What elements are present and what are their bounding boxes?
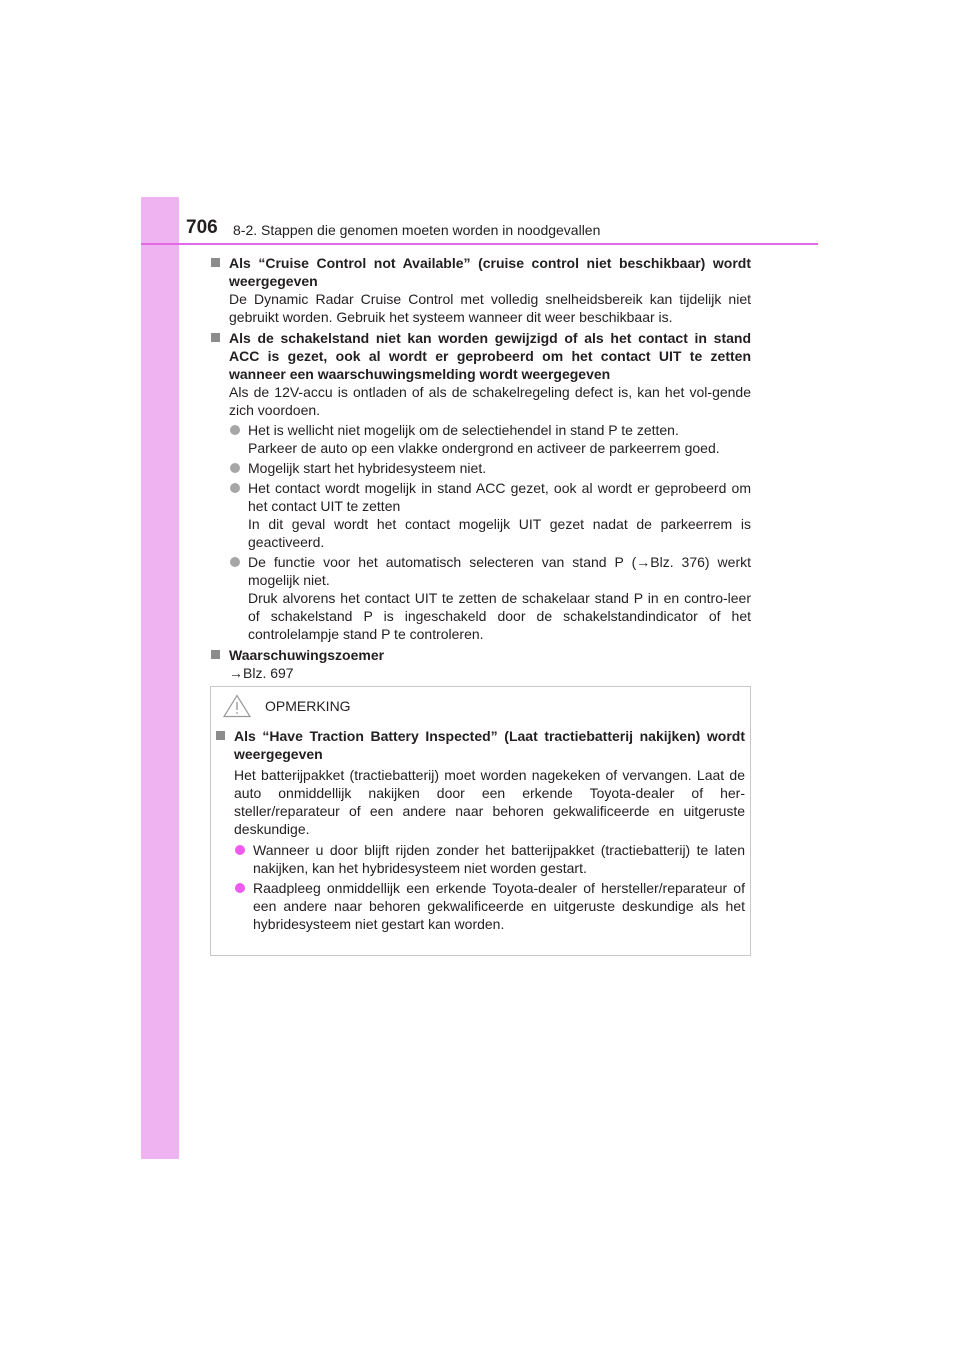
section-shift-position bbox=[210, 329, 751, 643]
header-divider bbox=[141, 243, 818, 245]
section-cruise-control bbox=[210, 254, 751, 326]
round-bullet-icon bbox=[230, 557, 240, 567]
round-bullet-icon bbox=[230, 425, 240, 435]
list-item-text: Mogelijk start het hybridesysteem niet. bbox=[248, 460, 487, 476]
page-reference: →Blz. 697 bbox=[229, 665, 294, 681]
page-number: 706 bbox=[186, 217, 218, 238]
section-text: Als de 12V-accu is ontladen of als de schakelregeling defect is, kan het vol-gende zich voordoen. bbox=[229, 384, 751, 418]
notice-heading: Als “Have Traction Battery Inspected” (Laat tractiebatterij nakijken) wordt weergegeven bbox=[234, 728, 745, 762]
notice-title: OPMERKING bbox=[265, 698, 351, 714]
bullet-list bbox=[229, 421, 751, 643]
list-item-text: Het is wellicht niet mogelijk om de selectiehendel in stand P te zetten. Parkeer de auto op een vlakke ondergrond en activeer de parkeerrem goed. bbox=[248, 422, 720, 456]
list-item bbox=[229, 421, 751, 457]
list-item bbox=[229, 479, 751, 551]
round-bullet-icon bbox=[235, 845, 245, 855]
section-heading: Als de schakelstand niet kan worden gewijzigd of als het contact in stand ACC is gezet, ook al wordt er geprobeerd om het contact UIT te zetten wanneer een waarschuwingsmelding wordt weergegeven bbox=[229, 330, 751, 382]
list-item bbox=[229, 459, 751, 477]
notice-body bbox=[215, 727, 745, 936]
chapter-sidebar-tab bbox=[141, 197, 179, 1159]
notice-box bbox=[210, 686, 751, 956]
list-item-text: Wanneer u door blijft rijden zonder het batterijpakket (tractiebatterij) te laten nakijken, kan het hybridesysteem niet worden gestart. bbox=[253, 842, 745, 876]
notice-header bbox=[223, 693, 351, 719]
list-item bbox=[229, 553, 751, 643]
square-bullet-icon bbox=[211, 258, 220, 267]
section-warning-buzzer bbox=[210, 646, 751, 682]
list-item bbox=[234, 879, 745, 933]
round-bullet-icon bbox=[230, 483, 240, 493]
list-item-text: Raadpleeg onmiddellijk een erkende Toyota-dealer of hersteller/reparateur of een andere naar behoren gekwalificeerde en uitgeruste deskundige als het hybridesysteem niet gestart kan worden. bbox=[253, 880, 745, 932]
warning-triangle-icon bbox=[223, 694, 251, 718]
section-heading: Waarschuwingszoemer bbox=[229, 647, 385, 663]
section-heading: Als “Cruise Control not Available” (cruise control niet beschikbaar) wordt weergegeven bbox=[229, 255, 751, 289]
notice-section bbox=[215, 727, 745, 933]
round-bullet-icon bbox=[230, 463, 240, 473]
list-item-text: Het contact wordt mogelijk in stand ACC gezet, ook al wordt er geprobeerd om het contact UIT te zetten In dit geval wordt het contact mogelijk UIT gezet nadat de parkeerrem is geactiveerd. bbox=[248, 480, 751, 550]
square-bullet-icon bbox=[211, 650, 220, 659]
list-item bbox=[234, 841, 745, 877]
chapter-title: 8-2. Stappen die genomen moeten worden in noodgevallen bbox=[233, 222, 601, 238]
notice-text: Het batterijpakket (tractiebatterij) moet worden nagekeken of vervangen. Laat de auto onmiddellijk nakijken door een erkende Toyota-dealer of her-steller/reparateur of een andere naar behoren gekwalificeerde en uitgeruste deskundige. bbox=[234, 767, 745, 837]
main-content bbox=[210, 254, 751, 685]
notice-bullet-list bbox=[234, 841, 745, 933]
section-text: De Dynamic Radar Cruise Control met volledig snelheidsbereik kan tijdelijk niet gebruikt worden. Gebruik het systeem wanneer dit weer beschikbaar is. bbox=[229, 291, 751, 325]
round-bullet-icon bbox=[235, 883, 245, 893]
list-item-text: De functie voor het automatisch selecteren van stand P (→Blz. 376) werkt mogelijk niet. Druk alvorens het contact UIT te zetten de schakelaar stand P in en contro-leer of schakelstand P is ingeschakeld door de schakelstandindicator of het controlelampje stand P te controleren. bbox=[248, 554, 751, 642]
square-bullet-icon bbox=[216, 731, 225, 740]
square-bullet-icon bbox=[211, 333, 220, 342]
